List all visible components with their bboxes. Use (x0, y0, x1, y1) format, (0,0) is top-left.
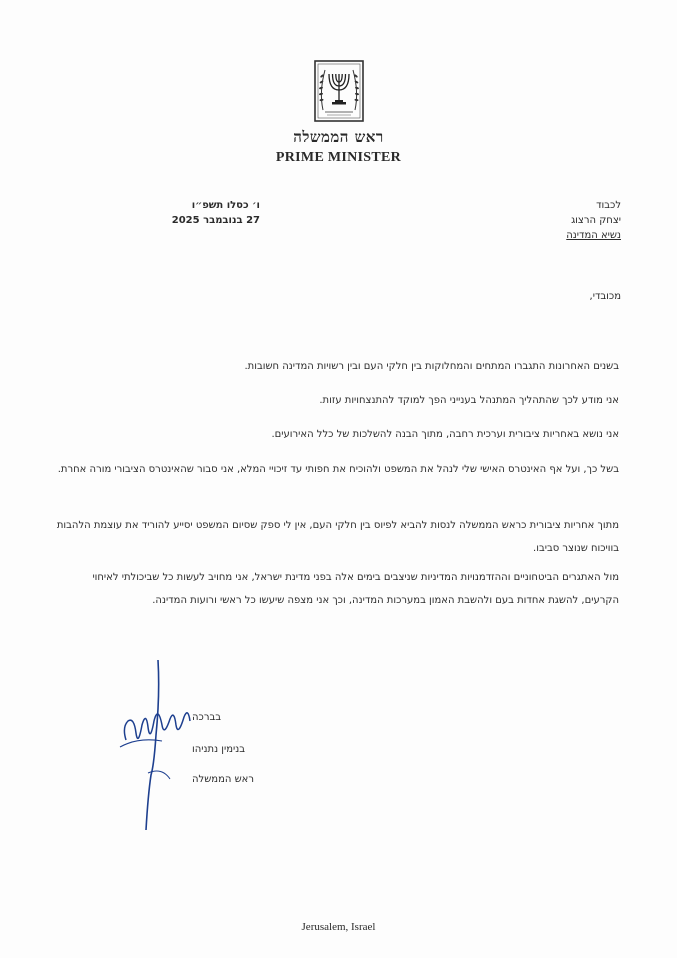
footer-location: Jerusalem, Israel (301, 921, 376, 933)
office-title-english: PRIME MINISTER (275, 150, 402, 165)
paragraph-4: בשל כך, ועל אף האינטרס האישי שלי לנהל את המשפט ולהוכיח את חפותי עד זיכויי המלא, אני סבור שהאינטרס הציבורי מורה אחרת. (57, 464, 619, 475)
recipient-name: יצחק הרצוג (571, 215, 621, 226)
date-hebrew: ו׳ כסלו תשפ״ו (191, 200, 260, 211)
paragraph-2: אני מודע לכך שהתהליך המתנהל בענייני הפך למוקד להתנצחויות עזות. (319, 395, 619, 406)
paragraph-1: בשנים האחרונות התגברו המתחים והמחלוקות בין חלקי העם ובין רשויות המדינה חשובות. (244, 361, 619, 372)
signer-title: ראש הממשלה (192, 774, 255, 785)
recipient-salutation: לכבוד (596, 200, 621, 211)
paragraph-5: מתוך אחריות ציבורית כראש הממשלה לנסות להביא לפיוס בין חלקי העם, אין לי ספק שסיום המשפט יסייע להוריד את עוצמת הלהבות בוויכוח שנוצר סביבו. (56, 520, 619, 554)
recipient-title: נשיא המדינה (566, 230, 621, 241)
paragraph-6: מול האתגרים הביטחוניים וההזדמנויות המדיניות שניצבים בימים אלה בפני מדינת ישראל, אני מחויב לעשות כל שביכולתי לאיחוי הקרעים, להשגת אחדות בעם ולהשבת האמון במערכות המדינה, וכך אני מצפה שיעשו כל ראשי ורועות המדינה. (92, 572, 619, 606)
recipient-block (461, 198, 621, 243)
office-title-hebrew: ראש הממשלה (293, 128, 384, 146)
date-gregorian: 27 בנובמבר 2025 (171, 215, 260, 226)
handwritten-signature (118, 655, 198, 835)
date-block (150, 198, 260, 228)
greeting: מכובדי, (589, 291, 621, 302)
signer-name: בנימין נתניהו (192, 744, 246, 755)
paragraph-3: אני נושא באחריות ציבורית וערכית רחבה, מתוך הבנה להשלכות של כלל האירועים. (271, 429, 619, 440)
closing-regards: בברכה (192, 712, 222, 723)
state-emblem-icon (314, 60, 364, 122)
